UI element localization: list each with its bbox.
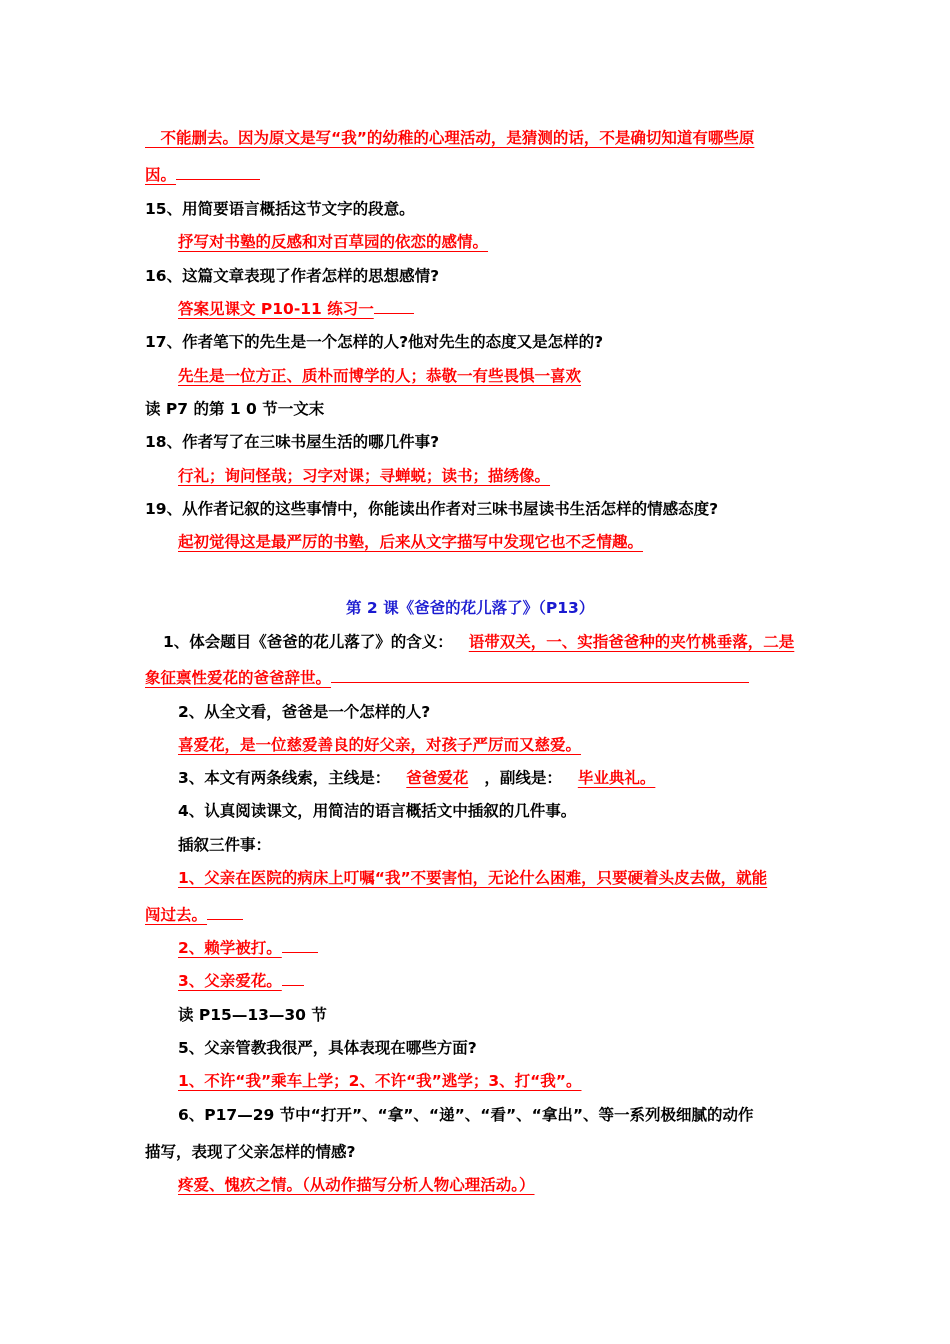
- l2-answer-6: 疼爱、愧疚之情。（从动作描写分析人物心理活动。）: [178, 1176, 535, 1194]
- l2-question-1: [163, 632, 794, 652]
- l2-answer-5: 1、不许“我”乘车上学；2、不许“我”逃学；3、打“我”。: [178, 1072, 582, 1090]
- l2-answer-2: 喜爱花，是一位慈爱善良的好父亲，对孩子严厉而又慈爱。: [178, 736, 582, 754]
- l2-question-1-text: 1、体会题目《爸爸的花儿落了》的含义：: [163, 633, 453, 651]
- l2-answer-3-sub: 毕业典礼。: [577, 769, 656, 787]
- answer-18: 行礼；询问怪哉；习字对课；寻蝉蜕；读书；描绣像。: [178, 467, 551, 485]
- l2-answer-4-item1-line2: 闯过去。: [145, 905, 243, 925]
- l2-answer-4-item2: 2、赖学被打。: [178, 938, 318, 958]
- l2-question-6-line2: 描写，表现了父亲怎样的情感?: [145, 1143, 356, 1161]
- answer-17: 先生是一位方正、质朴而博学的人；恭敬一有些畏惧一喜欢: [178, 367, 582, 385]
- l2-question-3-sub: ，副线是：: [484, 769, 562, 787]
- answer-14-line1: 不能删去。因为原文是写“我”的幼稚的心理活动，是猜测的话，不是确切知道有哪些原: [145, 129, 755, 147]
- l2-answer-1-line2: 象征禀性爱花的爸爸辞世。: [145, 668, 749, 688]
- question-19: 19、从作者记叙的这些事情中，你能读出作者对三味书屋读书生活怎样的情感态度?: [145, 500, 719, 518]
- question-18: 18、作者写了在三味书屋生活的哪几件事?: [145, 433, 440, 451]
- question-17: 17、作者笔下的先生是一个怎样的人?他对先生的态度又是怎样的?: [145, 333, 604, 351]
- l2-answer-4-item3: 3、父亲爱花。: [178, 971, 304, 991]
- l2-answer-1-line1: 语带双关，一、实指爸爸种的夹竹桃垂落，二是: [468, 633, 795, 651]
- reading-note-2: 读 P15—13—30 节: [178, 1006, 327, 1024]
- l2-question-3-main: 3、本文有两条线索，主线是：: [178, 769, 391, 787]
- answer-14-line2: 因。: [145, 165, 260, 185]
- l2-question-2: 2、从全文看，爸爸是一个怎样的人?: [178, 703, 431, 721]
- l2-question-3: [178, 768, 655, 788]
- l2-question-5: 5、父亲管教我很严，具体表现在哪些方面?: [178, 1039, 477, 1057]
- l2-question-4: 4、认真阅读课文，用简洁的语言概括文中插叙的几件事。: [178, 802, 577, 820]
- question-15: 15、用简要语言概括这节文字的段意。: [145, 200, 415, 218]
- lesson-2-title: 第 2 课《爸爸的花儿落了》（P13）: [346, 599, 595, 617]
- l2-insert-label: 插叙三件事：: [178, 836, 272, 854]
- answer-15: 抒写对书塾的反感和对百草园的依恋的感情。: [178, 233, 489, 251]
- reading-note-1: 读 P7 的第 1 0 节一文末: [145, 400, 325, 418]
- l2-answer-3-main: 爸爸爱花: [406, 769, 469, 787]
- answer-16: 答案见课文 P10-11 练习一: [178, 299, 414, 319]
- question-16: 16、这篇文章表现了作者怎样的思想感情?: [145, 267, 440, 285]
- l2-answer-4-item1-line1: 1、父亲在医院的病床上叮嘱“我”不要害怕，无论什么困难，只要硬着头皮去做，就能: [178, 869, 768, 887]
- l2-question-6-line1: 6、P17—29 节中“打开”、“拿”、“递”、“看”、“拿出”、等一系列极细腻的动作: [178, 1106, 754, 1124]
- answer-19: 起初觉得这是最严厉的书塾，后来从文字描写中发现它也不乏情趣。: [178, 533, 644, 551]
